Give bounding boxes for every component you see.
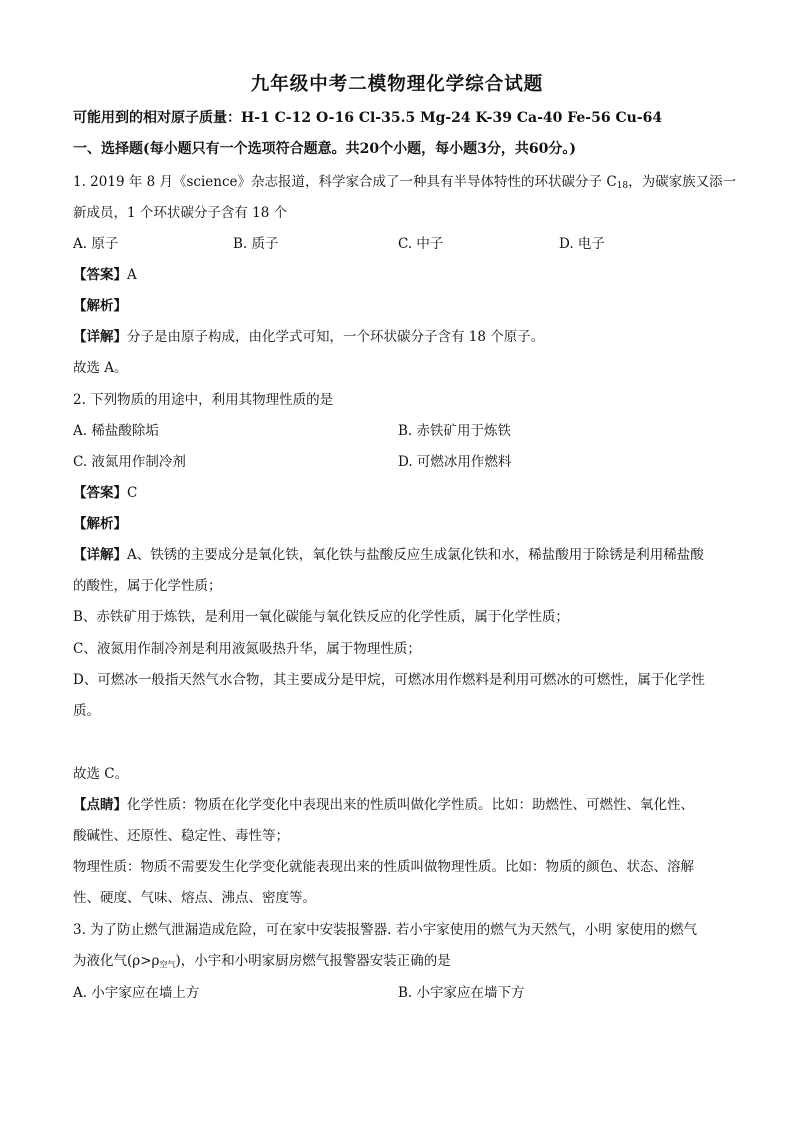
q3-stem-line1: 3. 为了防止燃气泄漏造成危险，可在家中安装报警器. 若小宇家使用的燃气为天然气，小明 家使用的燃气 [73,922,698,938]
q2-comment-line2: 酸碱性、还原性、稳定性、毒性等； [73,828,289,844]
q2-answer [73,484,137,502]
q3-stem-pre: 为液化气(ρ>ρ [73,953,160,969]
q2-comment-line3: 物理性质：物质不需要发生化学变化就能表现出来的性质叫做物理性质。比如：物质的颜色、状态、溶解 [73,859,694,875]
q1-stem-post: ，为碳家族又添一 [628,174,737,190]
q1-detail [73,328,544,346]
q1-stem-line2: 新成员，1 个环状碳分子含有 18 个 [73,205,288,221]
q2-analysis-tag: 【解析】 [73,516,127,532]
q1-answer-tag: 【答案】 [73,267,127,283]
q1-answer [73,266,137,284]
q1-stem-pre: 1. 2019 年 8 月《science》杂志报道，科学家合成了一种具有半导体特性的环状碳分子 C [73,174,617,190]
q2-comment1: 化学性质：物质在化学变化中表现出来的性质叫做化学性质。比如：助燃性、可燃性、氧化性、 [127,797,694,813]
q1-detail-tag: 【详解】 [73,329,127,345]
q1-option-b: B. 质子 [233,236,279,252]
q1-analysis-tag: 【解析】 [73,298,127,314]
q2-detail-d-line2: 质。 [73,703,100,719]
q2-detail-d-line1: D、可燃冰一般指天然气水合物，其主要成分是甲烷，可燃冰用作燃料是利用可燃冰的可燃性，属于化学性 [73,672,705,688]
q2-detail-a1: A、铁锈的主要成分是氧化铁，氧化铁与盐酸反应生成氯化铁和水，稀盐酸用于除锈是利用稀盐酸 [127,547,704,563]
q2-detail-a-line2: 的酸性，属于化学性质； [73,578,222,594]
q2-stem: 2. 下列物质的用途中，利用其物理性质的是 [73,392,334,408]
q2-detail-b: B、赤铁矿用于炼铁，是利用一氧化碳能与氧化铁反应的化学性质，属于化学性质； [73,609,569,625]
section-heading: 一、选择题(每小题只有一个选项符合题意。共20个小题，每小题3分，共60分。) [73,141,576,157]
q2-answer-tag: 【答案】 [73,485,127,501]
q3-stem-subscript: 空气 [159,960,176,969]
q2-option-c: C. 液氮用作制冷剂 [73,454,186,470]
atomic-masses-line: 可能用到的相对原子质量：H-1 C-12 O-16 Cl-35.5 Mg-24 K-39 Ca-40 Fe-56 Cu-64 [73,110,663,126]
q2-option-d: D. 可燃冰用作燃料 [398,454,512,470]
q2-comment-line1 [73,796,694,814]
q2-option-b: B. 赤铁矿用于炼铁 [398,423,512,439]
q3-option-b: B. 小宇家应在墙下方 [398,985,525,1001]
q2-detail-tag: 【详解】 [73,547,127,563]
q2-detail-c: C、液氮用作制冷剂是利用液氮吸热升华，属于物理性质； [73,641,421,657]
q1-option-d: D. 电子 [559,236,605,252]
q2-comment-line4: 性、硬度、气味、熔点、沸点、密度等。 [73,890,316,906]
q2-conclusion: 故选 C。 [73,766,129,782]
q2-detail-a-line1 [73,546,704,564]
q3-option-a: A. 小宇家应在墙上方 [73,985,200,1001]
q1-stem-subscript: 18 [616,181,629,191]
q3-stem-line2 [73,952,451,974]
q1-stem-line1 [73,173,736,191]
q3-stem-post: )，小宇和小明家厨房燃气报警器安装正确的是 [175,953,451,969]
q2-comment-tag: 【点睛】 [73,797,127,813]
q1-detail-text: 分子是由原子构成，由化学式可知，一个环状碳分子含有 18 个原子。 [127,329,545,345]
q1-answer-value: A [127,267,137,283]
q1-option-a: A. 原子 [73,236,119,252]
page-title: 九年级中考二模物理化学综合试题 [250,74,544,95]
q1-option-c: C. 中子 [398,236,444,252]
q1-conclusion: 故选 A。 [73,360,128,376]
q2-answer-value: C [127,485,138,501]
q2-option-a: A. 稀盐酸除垢 [73,423,159,439]
